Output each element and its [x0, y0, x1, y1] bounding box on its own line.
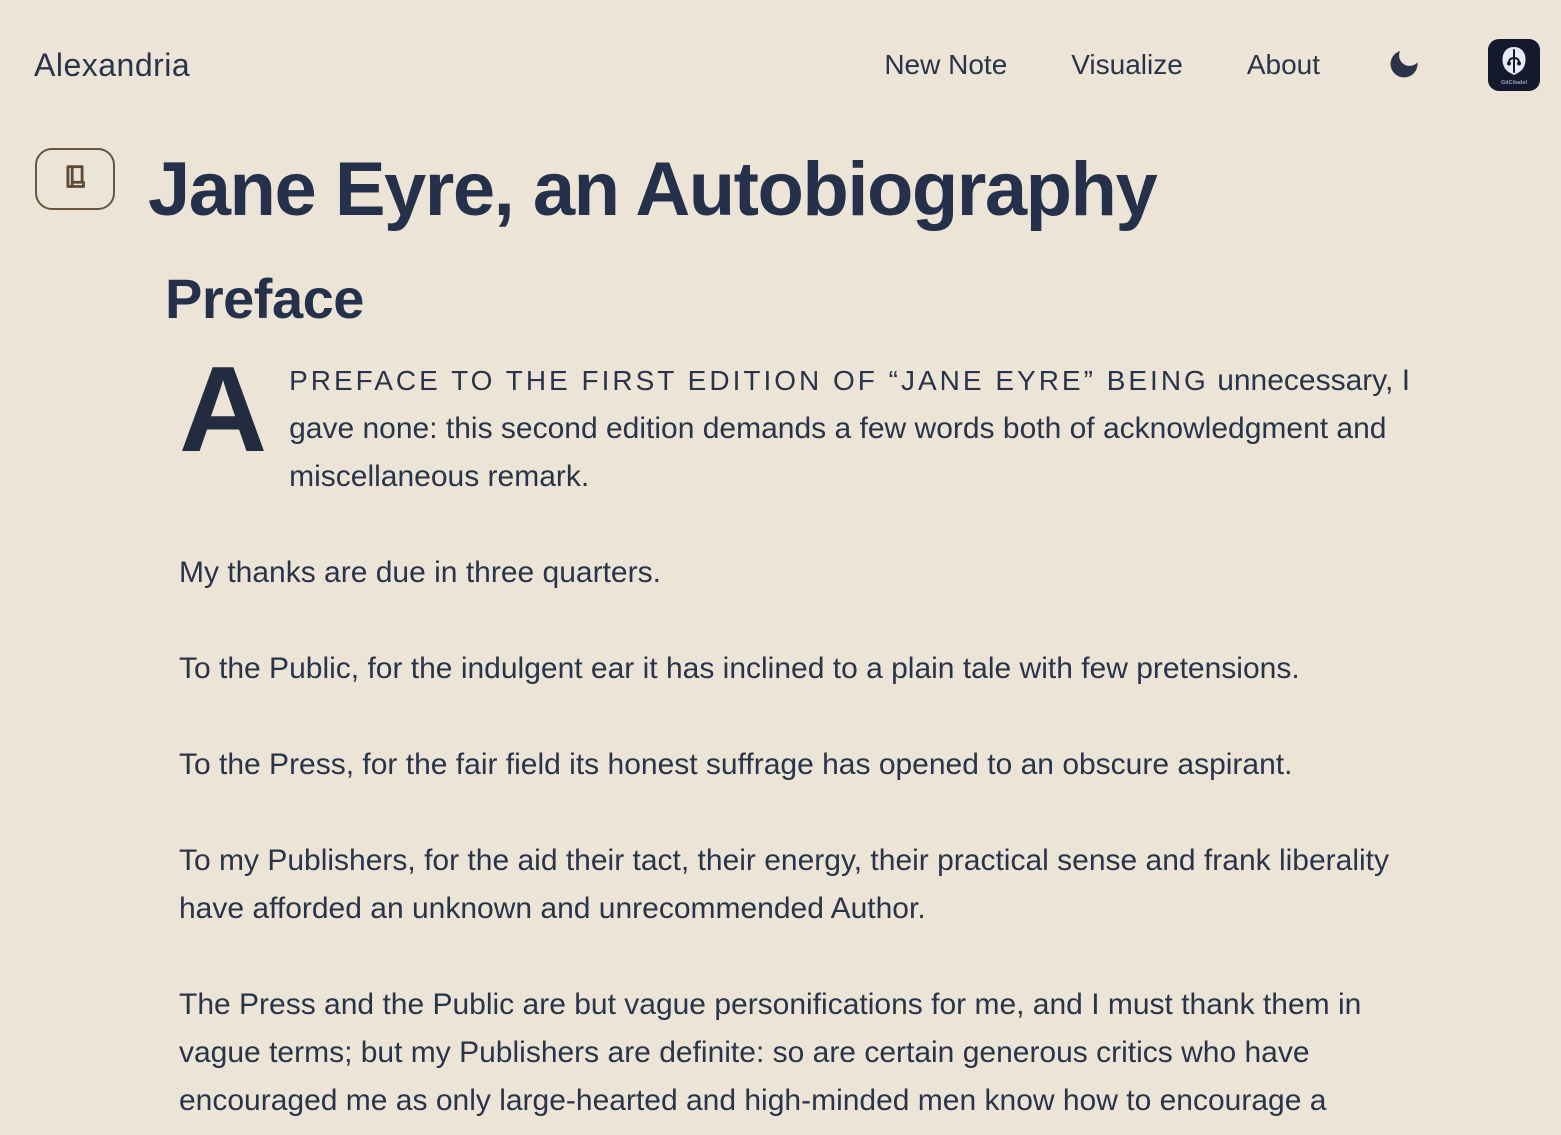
moon-icon: [1386, 46, 1422, 85]
preface-paragraph: To my Publishers, for the aid their tact, their energy, their practical sense and frank liberality have afforded an unknown and unrecommended Author.: [179, 843, 1390, 925]
citadel-helmet-icon: [1488, 39, 1540, 91]
main-content: [0, 100, 1561, 1125]
preface-paragraph: The Press and the Public are but vague personifications for me, and I must thank them in vague terms; but my Publishers are definite: so are certain generous critics who have encouraged me as only large-hearted and high-minded men know how to encourage a: [179, 987, 1362, 1117]
book-info-button[interactable]: [35, 148, 115, 210]
theme-toggle-button[interactable]: [1384, 45, 1424, 85]
preface-lead-paragraph: [179, 340, 1435, 501]
title-row: [35, 146, 1561, 232]
lead-rest-text: unnecessary, I gave none: this second edition demands a few words both of acknowledgment and miscellaneous remark.: [289, 363, 1411, 493]
dropcap: A: [179, 340, 268, 477]
header: [0, 0, 1561, 100]
svg-text:GitCitadel: GitCitadel: [1501, 80, 1527, 86]
preface-paragraph: To the Press, for the fair field its honest suffrage has opened to an obscure aspirant.: [179, 747, 1293, 781]
preface-paragraph: My thanks are due in three quarters.: [179, 555, 661, 589]
nav-item-about[interactable]: About: [1246, 49, 1320, 80]
page-title: Jane Eyre, an Autobiography: [148, 147, 1157, 232]
profile-avatar[interactable]: [1488, 39, 1540, 91]
preface-paragraph: To the Public, for the indulgent ear it has inclined to a plain tale with few pretensions.: [179, 651, 1300, 685]
nav-item-new-note[interactable]: New Note: [884, 49, 1008, 80]
book-icon: [58, 161, 92, 198]
section-title-preface: Preface: [165, 266, 364, 330]
main-nav: [884, 39, 1540, 91]
nav-item-visualize[interactable]: Visualize: [1071, 49, 1183, 80]
preface-article: [165, 266, 1435, 1125]
app-logo[interactable]: Alexandria: [34, 46, 191, 83]
lead-caps-text: PREFACE TO THE FIRST EDITION OF “JANE EYRE” BEING: [289, 364, 1209, 396]
